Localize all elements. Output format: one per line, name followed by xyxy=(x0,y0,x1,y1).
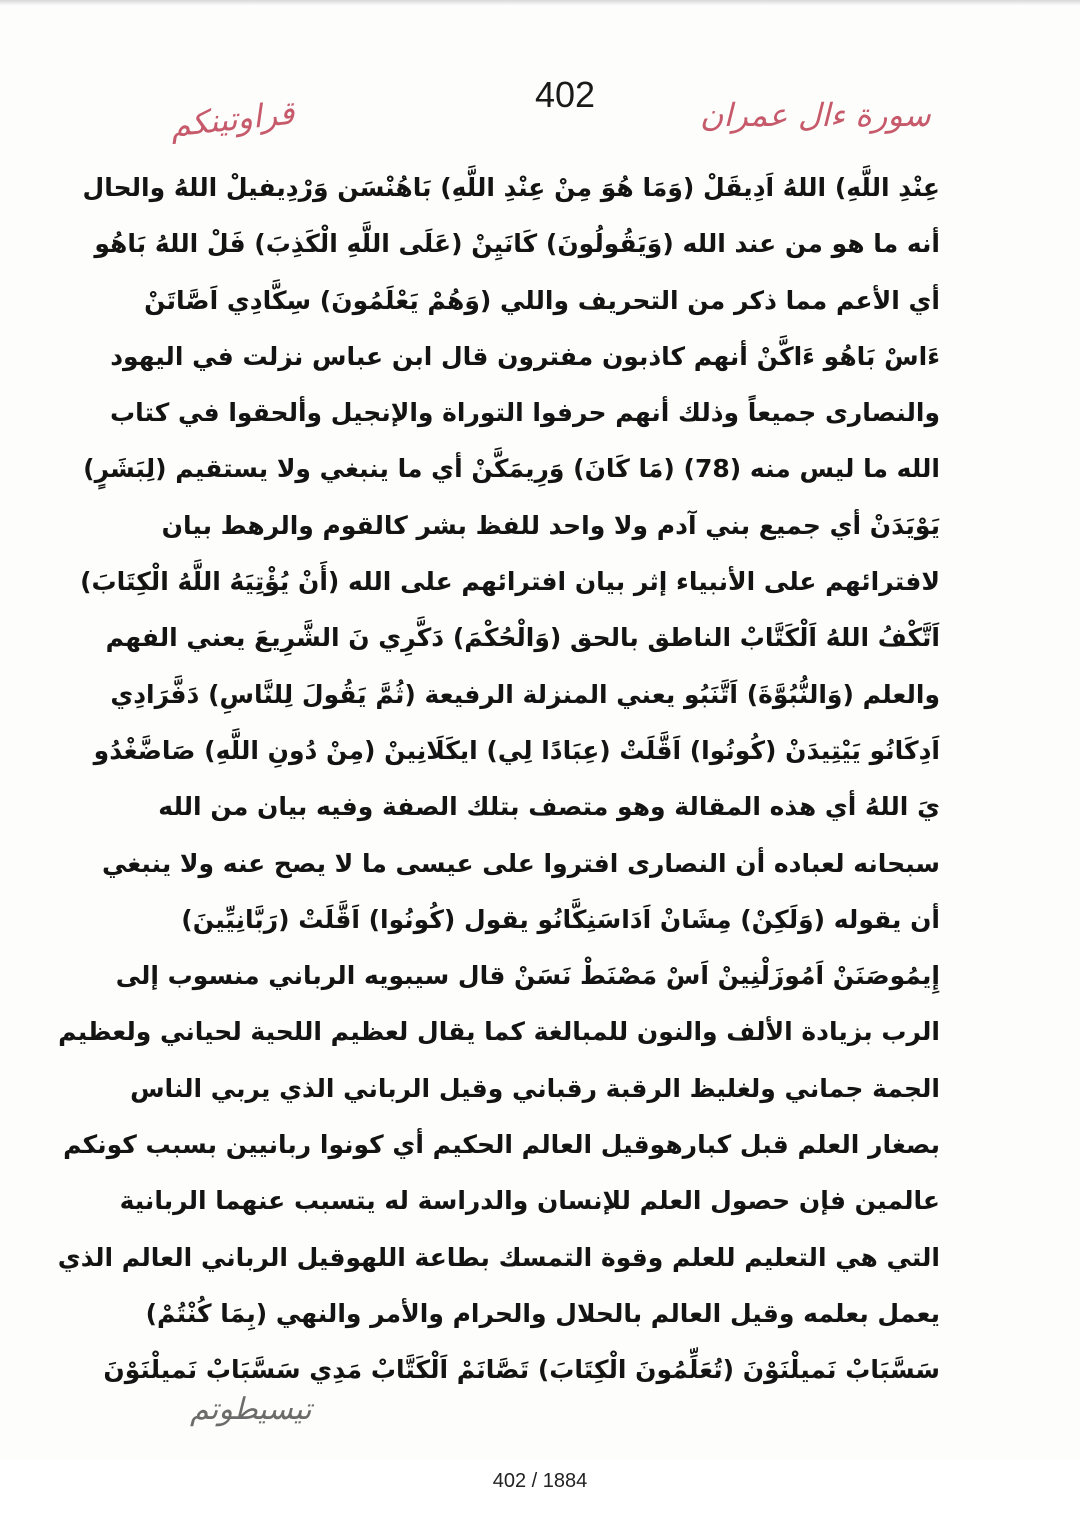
text-line: أن يقوله (وَلَكِنْ) مِشَانْ اَدَاسَنِكَّانُو يقول (كُونُوا) اَقَّلَتْ (رَبَّانِيِّينَ) xyxy=(181,904,940,934)
text-line: يَ اللهُ أي هذه المقالة وهو متصف بتلك الصفة وفيه بيان من الله xyxy=(158,792,940,822)
text-line: والنصارى جميعاً وذلك أنهم حرفوا التوراة والإنجيل وألحقوا في كتاب xyxy=(110,398,940,428)
text-line: يعمل بعلمه وقيل العالم بالحلال والحرام والأمر والنهي (بِمَا كُنْتُمْ) xyxy=(145,1298,940,1328)
bottom-handwritten-note: تيسيطوتم xyxy=(190,1392,312,1427)
text-line: أنه ما هو من عند الله (وَيَقُولُونَ) كَانَيِنْ (عَلَى اللَّهِ الْكَذِبَ) فَلْ اللهُ بَاهُو xyxy=(94,229,940,259)
page-number: 402 xyxy=(534,74,596,115)
text-line: أي الأعم مما ذكر من التحريف واللي (وَهُمْ يَعْلَمُونَ) سِكَّادِي اَصَّاتَنْ xyxy=(144,285,940,315)
text-line: الجمة جماني ولغليظ الرقبة رقباني وقيل الرباني الذي يربي الناس xyxy=(130,1073,940,1103)
text-line: اَدِكَانُو يَيْتِيدَنْ (كُونُوا) اَقَّلَتْ (عِبَادًا لِي) ايكَلَانِينْ (مِنْ دُونِ اللَّهِ) صَاضَّغْدُو xyxy=(93,735,940,765)
text-line: اَتَّكْفُ اللهُ اَلْكَتَّابْ الناطق بالحق (وَالْحُكْمَ) دَكَّرِي نَ الشَّرِيعَ يعني الفهم xyxy=(105,623,940,653)
text-line: ءَاسْ بَاهُو ءَاكَّنْ أنهم كاذبون مفترون قال ابن عباس نزلت في اليهود xyxy=(110,341,940,371)
text-line: سبحانه لعباده أن النصارى افتروا على عيسى ما لا يصح عنه ولا ينبغي xyxy=(102,848,940,878)
text-line: الله ما ليس منه (78) (مَا كَانَ) وَرِيمَكَّنْ أي ما ينبغي ولا يستقيم (لِبَشَرٍ) xyxy=(83,454,940,484)
surah-handwritten-note: سورة ءال عمران xyxy=(700,96,931,134)
text-line: يَوْيَدَنْ أي جميع بني آدم ولا واحد للفظ بشر كالقوم والرهط بيان xyxy=(161,510,940,540)
page-top-edge xyxy=(0,0,1080,6)
text-line: الرب بزيادة الألف والنون للمبالغة كما يقال لعظيم اللحية لحياني ولعظيم xyxy=(58,1017,940,1047)
text-line: عِنْدِ اللَّهِ) اللهُ اَدِيقَلْ (وَمَا هُوَ مِنْ عِنْدِ اللَّهِ) بَاهُنْسَن وَرْدِيفيلْ اللهُ والحال xyxy=(82,173,940,202)
text-line: سَسَّبَابْ نَميلْنَوْنَ (تُعَلِّمُونَ الْكِتَابَ) تَصَّانَمْ اَلْكَتَّابْ مَدِي سَسَّبَابْ نَميلْنَوْنَ xyxy=(103,1355,940,1385)
text-line: والعلم (وَالنُّبُوَّةَ) اَتَّنَبُو يعني المنزلة الرفيعة (ثُمَّ يَقُولَ لِلنَّاسِ) دَفَّرَادِي xyxy=(110,679,940,709)
corner-handwritten-note: قراوتينكم xyxy=(168,93,297,145)
text-line: بصغار العلم قبل كبارهوقيل العالم الحكيم أي كونوا ربانيين بسبب كونكم xyxy=(63,1130,940,1160)
viewer-page-indicator: 402 / 1884 xyxy=(492,1470,588,1492)
text-body xyxy=(57,160,940,1399)
text-line: لافترائهم على الأنبياء إثر بيان افترائهم على الله (أَنْ يُؤْتِيَهُ اللَّهُ الْكِتَابَ) xyxy=(80,567,940,597)
text-line: التي هي التعليم للعلم وقوة التمسك بطاعة اللهوقيل الرباني العالم الذي xyxy=(57,1242,940,1272)
text-line: عالمين فإن حصول العلم للإنسان والدراسة له يتسبب عنهما الربانية xyxy=(119,1186,940,1216)
text-line: إِيمُوصَنَنْ اَمُوزَلْنِينْ اَسْ مَصْنَطْ نَسَنْ قال سيبويه الرباني منسوب إلى xyxy=(115,961,940,991)
